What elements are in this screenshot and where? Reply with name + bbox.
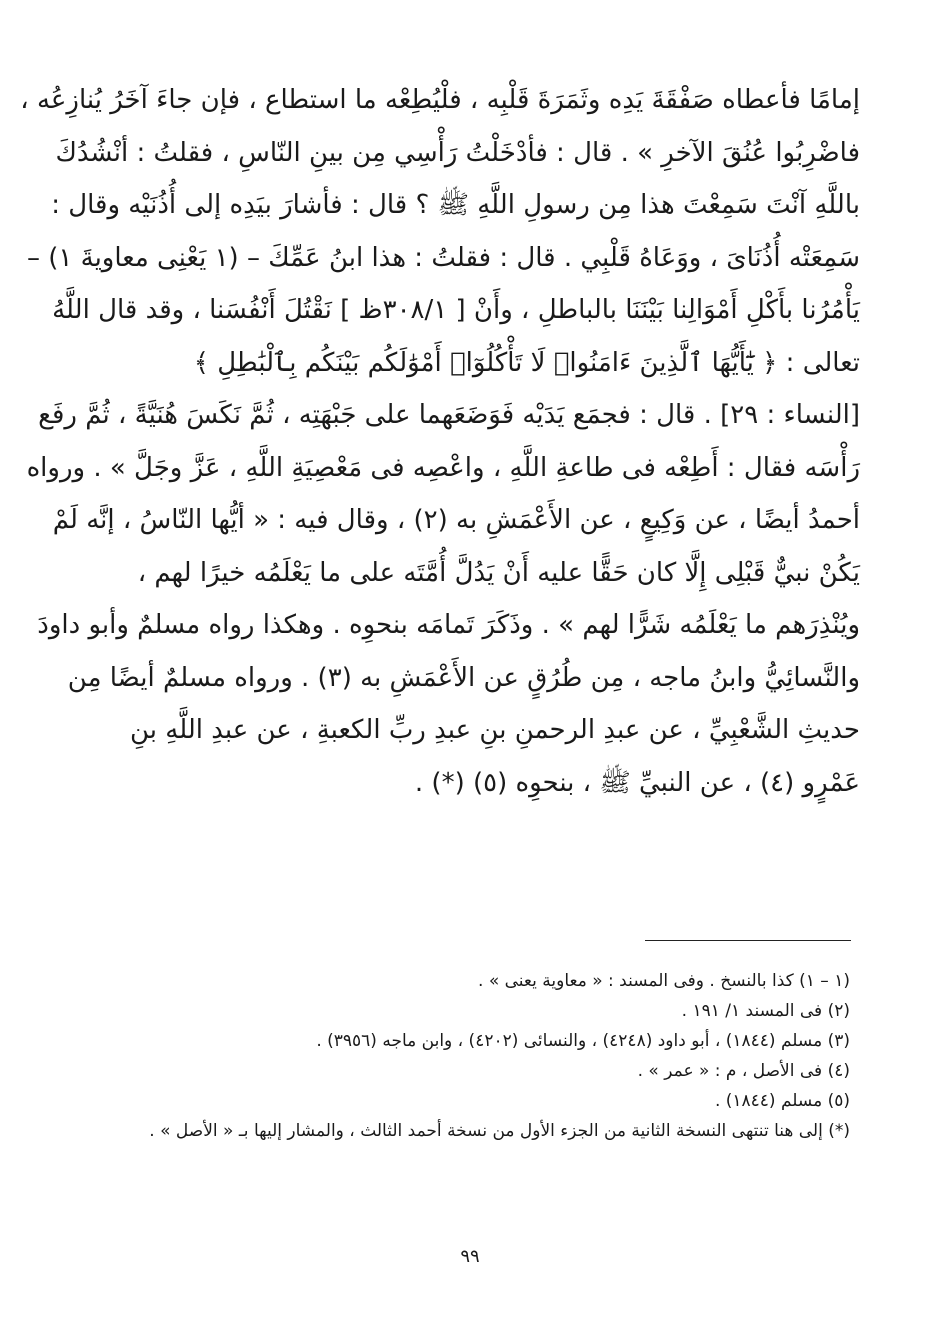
text-line: يَأْمُرُنا بأَكْلِ أَمْوَالِنا بَيْنَنَا بالباطلِ ، وأَنْ [ ٣٠٨/١ظ ] نَقْتُلَ أَنْفُسَنا ، وقد قال اللَّهُ (52, 295, 860, 325)
text-line: [النساء : ٢٩] . قال : فجمَع يَدَيْه فَوَضَعَهما على جَبْهَتِه ، ثُمَّ نَكَسَ هُنَيَّةً ، ثُمَّ رفَع (38, 400, 860, 430)
text-line: حديثِ الشَّعْبِيِّ ، عن عبدِ الرحمنِ بنِ عبدِ ربِّ الكعبةِ ، عن عبدِ اللَّهِ بنِ (129, 715, 860, 745)
footnote: (*) إلى هنا تنتهى النسخة الثانية من الجزء الأول من نسخة أحمد الثالث ، والمشار إليها بـ « الأصل » . (149, 1121, 850, 1141)
footnote: (١ – ١) كذا بالنسخ . وفى المسند : « معاوية يعنى » . (478, 971, 850, 991)
footnote: (٢) فى المسند ١/ ١٩١ . (681, 1001, 850, 1021)
text-line: ويُنْذِرَهم ما يَعْلَمُه شَرًّا لهم » . وذَكَرَ تَمامَه بنحوِه . وهكذا رواه مسلمٌ وأبو داودَ (37, 610, 860, 640)
footnote-separator (645, 940, 851, 941)
page-number: ٩٩ (460, 1246, 480, 1267)
text-line: والنَّسائِيُّ وابنُ ماجه ، مِن طُرُقٍ عن الأَعْمَشِ به (٣) . ورواه مسلمٌ أيضًا مِن (67, 662, 860, 693)
text-line: فاضْرِبُوا عُنُقَ الآخرِ » . قال : فأدْخَلْتُ رَأْسِي مِن بينِ النّاسِ ، فقلتُ : أنْشُدُكَ (55, 137, 860, 168)
footnote: (٥) مسلم (١٨٤٤) . (714, 1091, 850, 1111)
text-line: باللَّهِ آنْتَ سَمِعْتَ هذا مِن رسولِ اللَّهِ ﷺ ؟ قال : فأشارَ بيَدِه إلى أُذُنَيْه وقال : (51, 190, 860, 220)
footnote: (٤) فى الأصل ، م : « عمر » . (637, 1061, 850, 1081)
footnote: (٣) مسلم (١٨٤٤) ، أبو داود (٤٢٤٨) ، والنسائى (٤٢٠٢) ، وابن ماجه (٣٩٥٦) . (316, 1031, 850, 1051)
text-line: عَمْرٍو (٤) ، عن النبيِّ ﷺ ، بنحوِه (٥) (*) . (414, 767, 860, 798)
text-line: سَمِعَتْه أُذُنَاىَ ، ووَعَاهُ قَلْبِي . قال : فقلتُ : هذا ابنُ عَمِّكَ – (١ يَعْنِى معاويةَ ١) – (26, 242, 860, 273)
text-line: رَأْسَه فقال : أَطِعْه فى طاعةِ اللَّهِ ، واعْصِه فى مَعْصِيَةِ اللَّهِ ، عَزَّ وجَلَّ » . ورواه (26, 452, 860, 483)
main-text (20, 74, 860, 809)
text-line: يَكُنْ نبيٌّ قَبْلِى إِلَّا كان حَقًّا عليه أَنْ يَدُلَّ أُمَّتَه على ما يَعْلَمُه خيرًا لهم ، (137, 557, 860, 588)
text-line: أحمدُ أيضًا ، عن وَكِيعٍ ، عن الأَعْمَشِ به (٢) ، وقال فيه : « أيُّها النّاسُ ، إنَّه لَمْ (52, 505, 860, 535)
text-line: إمامًا فأعطاه صَفْقَةَ يَدِه وثَمَرَةَ قَلْبِه ، فلْيُطِعْه ما استطاع ، فإن جاءَ آخَرُ يُنازِعُه ، (20, 85, 860, 115)
text-line: تعالى : ﴿ يَٰٓأَيُّهَا ٱلَّذِينَ ءَامَنُوا۟ لَا تَأْكُلُوٓا۟ أَمْوَٰلَكُم بَيْنَكُم بِٱلْبَٰطِلِ ﴾ (193, 347, 860, 378)
footnotes (135, 966, 850, 1146)
